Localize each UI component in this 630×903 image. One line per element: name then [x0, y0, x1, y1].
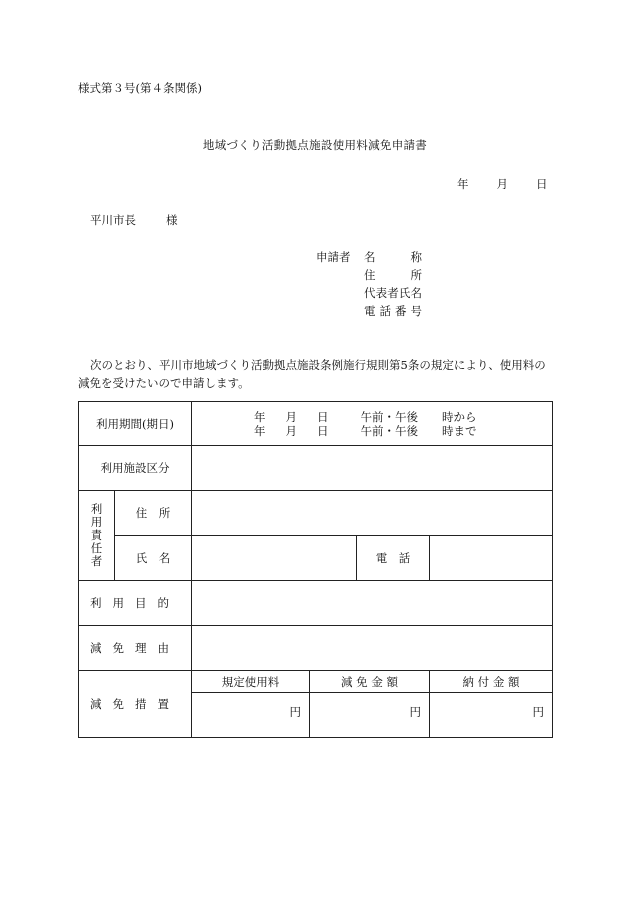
phone-label: 電 話 — [357, 536, 430, 581]
applicant-row — [316, 284, 422, 302]
addressee — [90, 212, 178, 228]
applicant-field-representative: 代表者氏名 — [364, 286, 422, 300]
reason-value[interactable] — [192, 626, 553, 671]
purpose-value[interactable] — [192, 581, 553, 626]
applicant-block — [316, 248, 422, 320]
period-value[interactable] — [192, 402, 553, 446]
addressee-honorific: 様 — [166, 213, 178, 227]
period-day: 日 — [317, 409, 329, 424]
facility-value[interactable] — [192, 446, 553, 491]
period-suffix: 時から — [442, 409, 477, 424]
facility-label: 利用施設区分 — [79, 446, 192, 491]
address-label: 住 所 — [115, 491, 192, 536]
responsible-address-row — [79, 491, 553, 536]
applicant-field-phone: 電話番号 — [364, 304, 422, 318]
applicant-row — [316, 248, 422, 266]
facility-row — [79, 446, 553, 491]
purpose-label: 利用目的 — [79, 581, 192, 626]
phone-value[interactable] — [430, 536, 553, 581]
name-value[interactable] — [192, 536, 357, 581]
period-ampm: 午前・午後 — [360, 423, 419, 438]
date-line — [457, 176, 548, 192]
payment-amount-value[interactable] — [430, 693, 553, 738]
yen-unit: 円 — [289, 705, 302, 719]
responsible-name-row — [79, 536, 553, 581]
period-year: 年 — [254, 423, 266, 438]
applicant-field-name: 名 称 — [364, 250, 422, 264]
applicant-lead: 申請者 — [316, 250, 351, 264]
date-day-label: 日 — [536, 177, 548, 191]
applicant-row — [316, 266, 422, 284]
measure-header-row — [79, 671, 553, 693]
reason-row — [79, 626, 553, 671]
yen-unit: 円 — [409, 705, 422, 719]
yen-unit: 円 — [532, 705, 545, 719]
period-day: 日 — [317, 423, 329, 438]
period-line-from — [254, 410, 552, 424]
payment-amount-header: 納 付 金 額 — [430, 671, 553, 693]
date-year-label: 年 — [457, 177, 469, 191]
period-month: 月 — [285, 409, 298, 424]
addressee-name: 平川市長 — [90, 213, 136, 227]
document-title: 地域づくり活動拠点施設使用料減免申請書 — [202, 138, 428, 152]
form-number: 様式第３号(第４条関係) — [78, 81, 202, 95]
address-value[interactable] — [192, 491, 553, 536]
measure-label: 減免措置 — [79, 671, 192, 738]
standard-fee-header: 規定使用料 — [192, 671, 310, 693]
period-suffix: 時まで — [442, 423, 477, 438]
request-statement: 次のとおり、平川市地域づくり活動拠点施設条例施行規則第5条の規定により、使用料の減免を受けたいので申請します。 — [78, 358, 546, 390]
reduction-amount-header: 減 免 金 額 — [310, 671, 430, 693]
period-line-to — [254, 424, 552, 438]
date-month-label: 月 — [496, 177, 508, 191]
purpose-row — [79, 581, 553, 626]
standard-fee-value[interactable] — [192, 693, 310, 738]
application-table — [78, 401, 553, 738]
name-label: 氏 名 — [115, 536, 192, 581]
period-label: 利用期間(期日) — [79, 402, 192, 446]
applicant-field-address: 住 所 — [364, 268, 422, 282]
responsible-person-label: 利 用 責 任 者 — [79, 491, 115, 581]
period-ampm: 午前・午後 — [360, 409, 419, 424]
applicant-row — [316, 302, 422, 320]
period-month: 月 — [285, 423, 298, 438]
period-row — [79, 402, 553, 446]
period-year: 年 — [254, 409, 266, 424]
reason-label: 減免理由 — [79, 626, 192, 671]
reduction-amount-value[interactable] — [310, 693, 430, 738]
